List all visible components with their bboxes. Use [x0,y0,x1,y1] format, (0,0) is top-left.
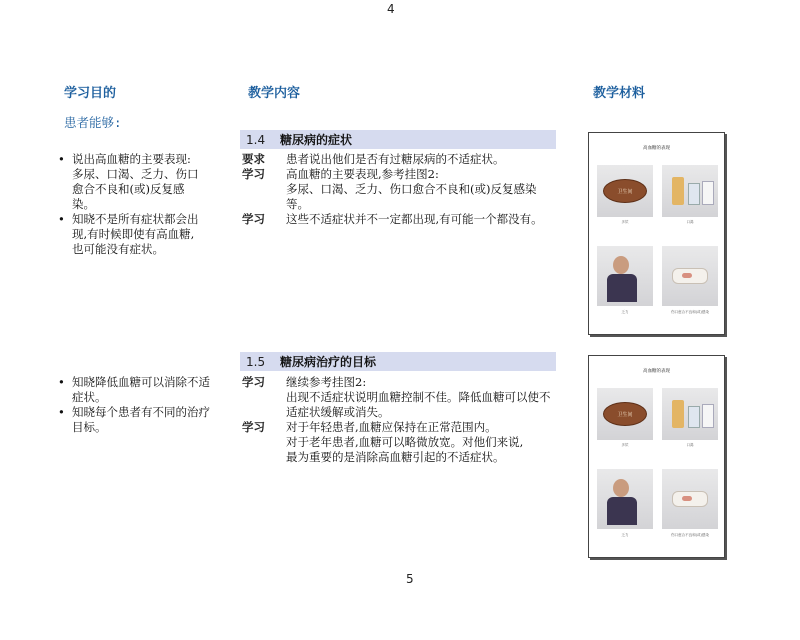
caption-wound: 伤口愈合不良和(或)感染 [671,310,709,314]
caption-wound: 伤口愈合不良和(或)感染 [671,533,709,537]
fatigue-photo [597,246,653,306]
caption-polyuria: 多尿 [621,220,629,224]
content-column-header: 教学内容 [248,86,301,101]
section-1-4-header [240,130,556,149]
fatigue-photo [597,469,653,529]
objective-item: • 知晓每个患者有不同的治疗 目标。 [58,405,228,435]
content-entry: 学习 高血糖的主要表现,参考挂图2: 多尿、口渴、乏力、伤口愈合不良和(或)反复感染 等。 [242,167,537,211]
content-entry: 学习 继续参考挂图2: 出现不适症状说明血糖控制不佳。降低血糖可以使不 适症状缓解或消失。 [242,375,551,419]
content-entry: 学习 这些不适症状并不一定都出现,有可能一个都没有。 [242,212,543,226]
section-1-4-objectives [58,152,228,257]
drinks-photo [662,165,718,217]
flipchart-thumbnail[interactable] [588,132,725,335]
objective-item: • 说出高血糖的主要表现: 多尿、口渴、乏力、伤口 愈合不良和(或)反复感 染。 [58,152,228,212]
objectives-intro: 患者能够: [64,115,122,130]
toilet-sign-photo [597,388,653,440]
content-entry: 要求 患者说出他们是否有过糖尿病的不适症状。 [242,152,505,166]
section-number: 1.4 [246,132,266,147]
section-title: 糖尿病的症状 [280,133,353,147]
section-number: 1.5 [246,354,266,369]
page-number-top: 4 [387,2,395,16]
sign-text: 卫生间 [603,402,647,426]
sign-text: 卫生间 [603,179,647,203]
thumbnail-title: 高血糖的表现 [643,146,670,151]
caption-fatigue: 乏力 [621,310,629,314]
caption-polyuria: 多尿 [621,443,629,447]
materials-column-header: 教学材料 [593,86,646,101]
section-1-5-header [240,352,556,371]
objective-item: • 知晓不是所有症状都会出 现,有时候即使有高血糖, 也可能没有症状。 [58,212,228,257]
section-1-5-content [242,375,562,465]
objective-item: • 知晓降低血糖可以消除不适 症状。 [58,375,228,405]
toilet-sign-photo [597,165,653,217]
flipchart-thumbnail[interactable] [588,355,725,558]
section-1-5-objectives [58,375,228,435]
drinks-photo [662,388,718,440]
page-number-bottom: 5 [406,572,414,586]
thumbnail-title: 高血糖的表现 [643,369,670,374]
section-title: 糖尿病治疗的目标 [280,355,377,369]
objectives-column-header: 学习目的 [64,86,117,101]
section-1-4-content [242,152,562,227]
caption-thirst: 口渴 [686,443,694,447]
wound-photo [662,246,718,306]
caption-fatigue: 乏力 [621,533,629,537]
content-entry: 学习 对于年轻患者,血糖应保持在正常范围内。 对于老年患者,血糖可以略微放宽。对他们来说, 最为重要的是消除高血糖引起的不适症状。 [242,420,524,464]
caption-thirst: 口渴 [686,220,694,224]
wound-photo [662,469,718,529]
